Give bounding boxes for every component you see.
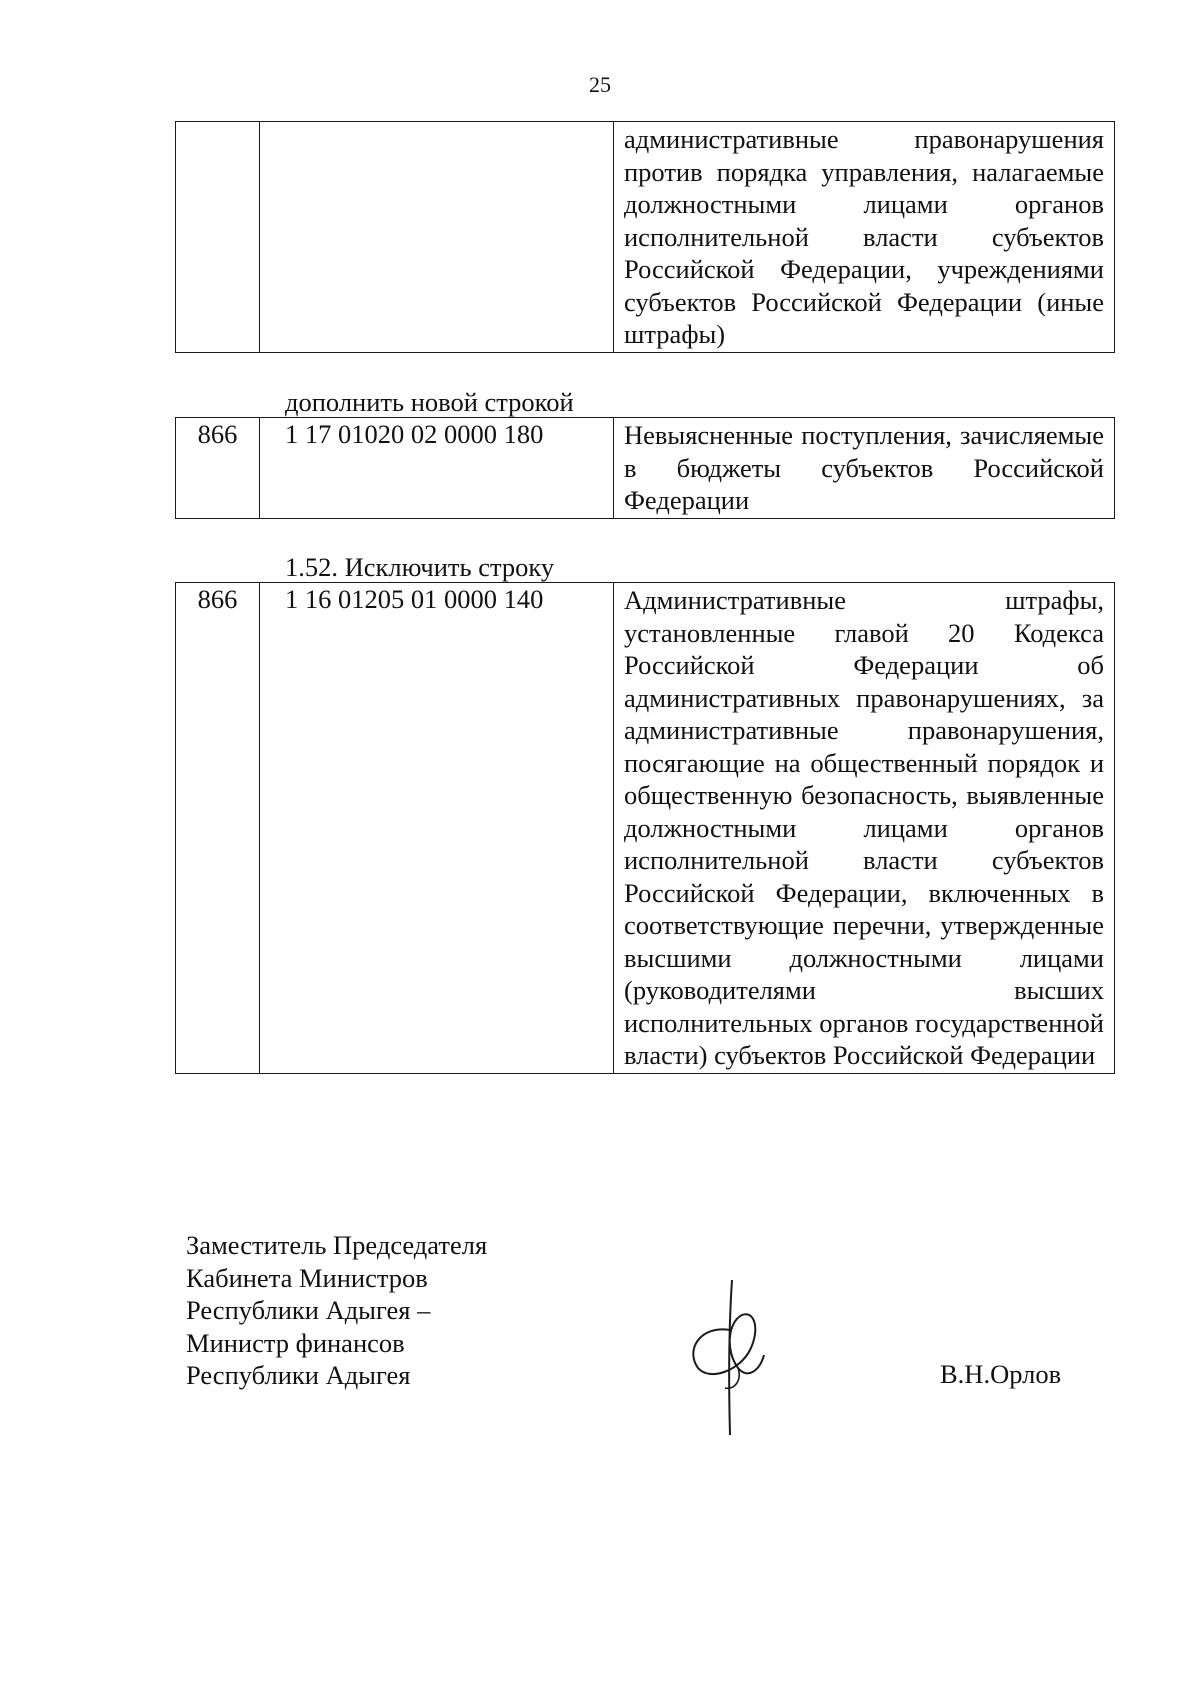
table-row [176,122,1115,353]
page-number: 25 [589,72,611,97]
signatory-title-line: Заместитель Председателя [186,1230,488,1260]
budget-code-cell: 1 16 01205 01 0000 140 [260,583,614,1074]
removed-row-table [175,582,1115,1074]
budget-code-cell [260,122,614,353]
remove-row-caption: 1.52. Исключить строку [285,552,555,582]
description-cell: Невыясненные поступления, зачисляемые в бюджеты субъектов Российской Федерации [614,418,1115,519]
table-row [176,418,1115,519]
description-cell: административные правонарушения против порядка управления, налагаемые должностными лицами органов исполнительной власти субъектов Российской Федерации, учреждениями субъектов Российской Федерации (иные штрафы) [614,122,1115,353]
signatory-title-line: Республики Адыгея – [186,1295,431,1325]
admin-code-cell: 866 [176,583,260,1074]
signatory-title-line: Кабинета Министров [186,1262,428,1293]
table-row [176,583,1115,1074]
signatory-title-line: Министр финансов [186,1327,405,1358]
continuation-table [175,121,1115,353]
added-row-table [175,417,1115,519]
handwritten-signature [680,1270,790,1440]
description-cell: Административные штрафы, установленные главой 20 Кодекса Российской Федерации об административных правонарушениях, за административные правонарушения, посягающие на общественный порядок и общественную безопасность, выявленные должностными лицами органов исполнительной власти субъектов Российской Федерации, включенных в соответствующие перечни, утвержденные высшими должностными лицами (руководителями высших исполнительных органов государственной власти) субъектов Российской Федерации [614,583,1115,1074]
signer-name: В.Н.Орлов [940,1359,1062,1389]
budget-code-cell: 1 17 01020 02 0000 180 [260,418,614,519]
admin-code-cell: 866 [176,418,260,519]
signatory-title [186,1229,487,1392]
admin-code-cell [176,122,260,353]
add-row-caption: дополнить новой строкой [285,387,574,417]
signatory-title-line: Республики Адыгея [186,1360,411,1390]
